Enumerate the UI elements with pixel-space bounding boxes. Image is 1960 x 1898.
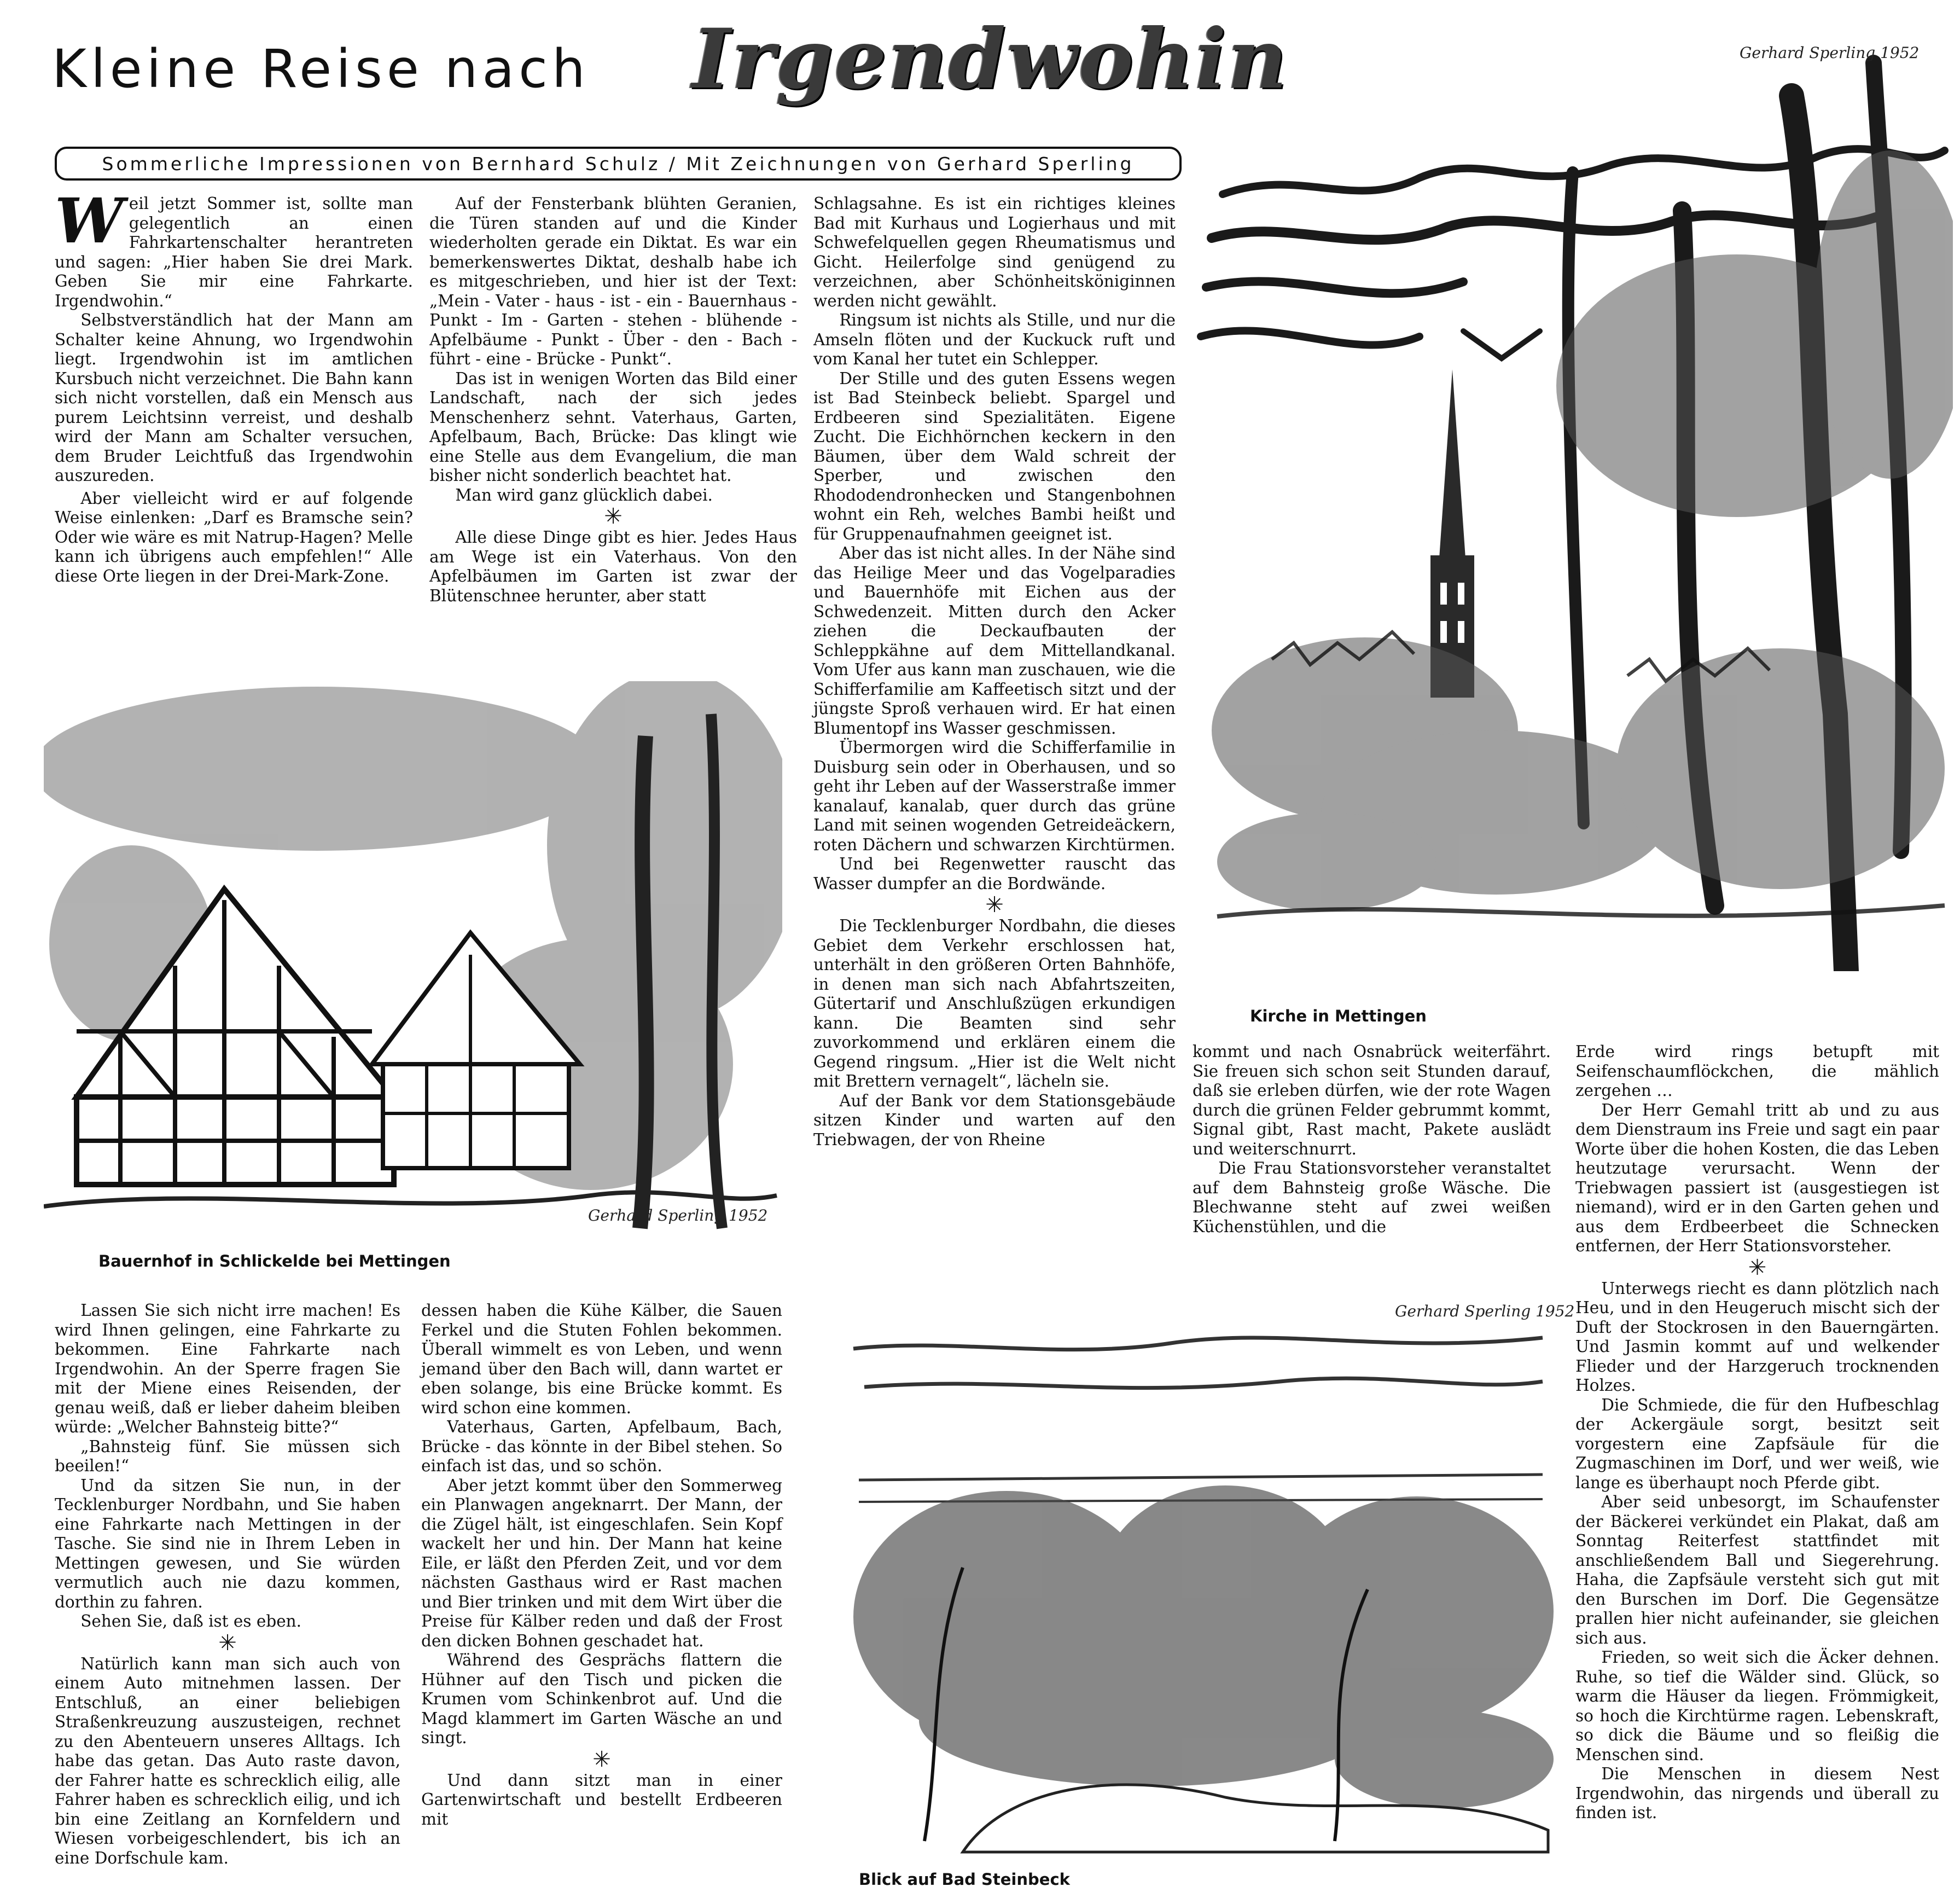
paragraph: „Bahnsteig fünf. Sie müssen sich beeilen!“ [55,1437,400,1475]
paragraph: kommt und nach Osnabrück weiterfährt. Sie freuen sich schon seit Stunden darauf, daß sie erleben dürfen, wie der rote Wagen durch die grünen Felder gebrummt kommt, Signal gibt, Rast macht, Pakete auslädt und weiterschnurrt. [1193,1042,1551,1158]
paragraph: Sehen Sie, daß ist es eben. [80,1612,302,1630]
paragraph: Auf der Bank vor dem Stationsgebäude sitzen Kinder und warten auf den Triebwagen, der von Rheine [813,1091,1176,1149]
paragraph: eil jetzt Sommer ist, sollte man gelegentlich an einen Fahrkartenschalter herantreten und sagen: „Hier haben Sie drei Mark. Geben Sie mir eine Fahrkarte. Irgendwohin.“ [55,194,413,310]
paragraph: Während des Gesprächs flattern die Hühner auf den Tisch und picken die Krumen vom Schinkenbrot auf. Und die Magd klammert im Garten Wäsche an und singt. [421,1651,782,1747]
paragraph: Das ist in wenigen Worten das Bild einer Landschaft, nach der sich jedes Menschenherz sehnt. Vaterhaus, Garten, Apfelbaum, Bach, Brücke: Das klingt wie eine Stelle aus dem Evangelium, die man bisher nicht sonderlich beachtet hat. [429,369,797,485]
paragraph: Vaterhaus, Garten, Apfelbaum, Bach, Brücke - das könnte in der Bibel stehen. So einfach ist das, und so schön. [421,1418,782,1475]
farmhouse-illustration [44,681,782,1234]
headline-part2: Irgendwohin [692,11,1288,107]
column-6 [55,1301,400,1868]
paragraph: Schlagsahne. Es ist ein richtiges kleines Bad mit Kurhaus und Logierhaus und mit Schwefelquellen gegen Rheumatismus und Gicht. Heilerfolge sind genügend zu verzeichnen, aber Schönheitsköniginnen werden nicht gewählt. [813,194,1176,310]
section-star: ✳ [985,892,1004,918]
paragraph: Die Tecklenburger Nordbahn, die dieses Gebiet dem Verkehr erschlossen hat, unterhält in den größeren Orten Bahnhöfe, in denen man sich nach Abfahrtszeiten, Gütertarif und Anschlußzügen erkundigen kann. Die Beamten sind sehr zuvorkommend und erklären einem die Gegend ringsum. „Hier ist die Welt nicht mit Brettern vernagelt“, lächeln sie. [813,916,1176,1090]
section-star: ✳ [1748,1255,1767,1280]
subtitle-box [55,147,1182,181]
signature-steinbeck: Gerhard Sperling 1952 [1395,1302,1575,1320]
paragraph: dessen haben die Kühe Kälber, die Sauen Ferkel und die Stuten Fohlen bekommen. Überall wimmelt es von Leben, und wenn jemand über den Bach will, dann wartet er eben solange, bis eine Brücke kommt. Es wird schon eine kommen. [421,1301,782,1417]
drop-cap: W [55,185,124,257]
paragraph: Aber jetzt kommt über den Sommerweg ein Planwagen angeknarrt. Der Mann, der die Zügel hält, ist eingeschlafen. Sein Kopf wackelt her und hin. Der Mann hat keine Eile, er läßt den Pferden Zeit, und vor dem nächsten Gasthaus wird er Rast machen und Bier trinken und mit dem Wirt über die Preise für Kälber reden und daß der Frost den dicken Bohnen geschadet hat. [421,1476,782,1650]
paragraph: Selbstverständlich hat der Mann am Schalter keine Ahnung, wo Irgendwohin liegt. Irgendwohin ist im amtlichen Kursbuch nicht verzeichnet. Die Bahn kann sich nicht vorstellen, daß ein Mensch aus purem Leichtsinn verreist, und deshalb wird der Mann am Schalter versuchen, dem Bruder Leichtfuß das Irgendwohin auszureden. [55,311,413,485]
paragraph: Der Stille und des guten Essens wegen ist Bad Steinbeck beliebt. Spargel und Erdbeeren sind Spezialitäten. Eigene Zucht. Die Eichhörnchen keckern in den Bäumen, über dem Wald schreit der Sperber, und zwischen den Rhododendronhecken und Stangenbohnen wohnt ein Reh, welches Bambi heißt und für Gruppenaufnahmen geeignet ist. [813,369,1176,543]
church-illustration [1190,30,1953,971]
paragraph: Aber vielleicht wird er auf folgende Weise einlenken: „Darf es Bramsche sein? Oder wie wäre es mit Natrup-Hagen? Melle kann ich übrigens auch empfehlen!“ Alle diese Orte liegen in der Drei-Mark-Zone. [55,489,413,585]
paragraph: Lassen Sie sich nicht irre machen! Es wird Ihnen gelingen, eine Fahrkarte zu bekommen. Eine Fahrkarte nach Irgendwohin. An der Sperre fragen Sie mit der Miene eines Reisenden, der genau weiß, daß er lieber daheim bleiben würde: „Welcher Bahnsteig bitte?“ [55,1301,400,1436]
headline-part1: Kleine Reise nach [52,38,590,100]
paragraph: Frieden, so weit sich die Äcker dehnen. Ruhe, so tief die Wälder sind. Glück, so warm die Häuser da liegen. Frömmigkeit, so hoch die Kirchtürme ragen. Lebenskraft, so dick die Bäume und so fleißig die Menschen sind. [1575,1648,1939,1764]
paragraph: Man wird ganz glücklich dabei. [455,485,713,504]
paragraph: Erde wird rings betupft mit Seifenschaumflöckchen, die mählich zergehen … [1575,1042,1939,1100]
column-4 [1193,1042,1551,1237]
paragraph: Die Frau Stationsvorsteher veranstaltet auf dem Bahnsteig große Wäsche. Die Blechwanne steht auf zwei weißen Küchenstühlen, und die [1193,1159,1551,1236]
paragraph: Und dann sitzt man in einer Gartenwirtschaft und bestellt Erdbeeren mit [421,1771,782,1829]
paragraph: Übermorgen wird die Schifferfamilie in Duisburg sein oder in Oberhausen, und so geht ihr Leben auf der Wasserstraße immer kanalauf, kanalab, quer durch das grüne Land mit seinen wogenden Getreideäckern, roten Dächern und schwarzen Kirchtürmen. [813,738,1176,854]
section-star: ✳ [592,1746,611,1772]
paragraph: Unterwegs riecht es dann plötzlich nach Heu, und in den Heugeruch mischt sich der Duft der Stockrosen in den Bauerngärten. Und Jasmin kommt auf und welkender Flieder und der Harzgeruch trocknenden Holzes. [1575,1279,1939,1395]
column-5 [1575,1042,1939,1823]
paragraph: Aber seid unbesorgt, im Schaufenster der Bäckerei verkündet ein Plakat, daß am Sonntag Reiterfest stattfindet mit anschließendem Ball und Siegerehrung. Haha, die Zapfsäule versteht sich gut mit den Burschen im Dorf. Die Gegensätze prallen hier nicht aufeinander, sie gleichen sich aus. [1575,1493,1939,1647]
section-star: ✳ [218,1630,237,1656]
paragraph: Der Herr Gemahl tritt ab und zu aus dem Dienstraum ins Freie und sagt ein paar Worte über die hohen Kosten, die das Leben heutzutage verursacht. Wenn der Triebwagen passiert ist (ausgestiegen ist niemand), wird er in den Garten gehen und aus dem Erdbeerbeet die Schnecken entfernen, der Herr Stationsvorsteher. [1575,1100,1939,1255]
section-star: ✳ [604,504,623,529]
column-1 [55,185,413,586]
paragraph: Alle diese Dinge gibt es hier. Jedes Haus am Wege ist ein Vaterhaus. Von den Apfelbäumen im Garten ist zwar der Blütenschnee herunter, aber statt [429,528,797,605]
column-3 [813,194,1176,1150]
column-2 [429,194,797,606]
caption-kirche: Kirche in Mettingen [1250,1007,1427,1025]
caption-bauernhof: Bauernhof in Schlickelde bei Mettingen [98,1252,451,1270]
paragraph: Die Schmiede, die für den Hufbeschlag der Ackergäule sorgt, besitzt seit vorgestern eine Zapfsäule für die Zugmaschinen im Dorf, und wer weiß, wie lange es überhaupt noch Pferde gibt. [1575,1395,1939,1492]
signature-kirche: Gerhard Sperling 1952 [1740,44,1920,62]
paragraph: Und bei Regenwetter rauscht das Wasser dumpfer an die Bordwände. [813,855,1176,893]
signature-bauernhof: Gerhard Sperling 1952 [588,1206,768,1224]
paragraph: Ringsum ist nichts als Stille, und nur die Amseln flöten und der Kuckuck ruft und vom Kanal her tutet ein Schlepper. [813,311,1176,368]
column-7 [421,1301,782,1829]
paragraph: Auf der Fensterbank blühten Geranien, die Türen standen auf und die Kinder wiederholten gerade ein Diktat. Es war ein bemerkenswertes Diktat, deshalb habe ich es mitgeschrieben, und hier ist der Text: „Mein - Vater - haus - ist - ein - Bauernhaus - Punkt - Im - Garten - stehen - blühende - Apfelbäume - Punkt - Über - den - Bach - führt - eine - Brücke - Punkt“. [429,194,797,368]
paragraph: Die Menschen in diesem Nest Irgendwohin, das nirgends und überall zu finden ist. [1575,1764,1939,1822]
paragraph: Natürlich kann man sich auch von einem Auto mitnehmen lassen. Der Entschluß, an einer beliebigen Straßenkreuzung auszusteigen, rechnet zu den Abenteuern unseres Alltags. Ich habe das getan. Das Auto raste davon, der Fahrer hatte es schrecklich eilig, alle Fahrer haben es schrecklich eilig, und ich bin eine Zeitlang an Kornfeldern und Wiesen vorbeigeschlendert, bis ich an eine Dorfschule kam. [55,1654,400,1867]
subtitle: Sommerliche Impressionen von Bernhard Schulz / Mit Zeichnungen von Gerhard Sperling [102,153,1135,175]
paragraph: Aber das ist nicht alles. In der Nähe sind das Heilige Meer und das Vogelparadies und Bauernhöfe mit Eichen aus der Schwedenzeit. Mitten durch den Acker ziehen die Deckaufbauten der Schleppkähne auf dem Mittellandkanal. Vom Ufer aus kann man zuschauen, wie die Schifferfamilie am Kaffeetisch sitzt und der jüngste Sproß verhauen wird. Er hat einen Blumentopf ins Wasser geschmissen. [813,544,1176,738]
steinbeck-illustration [842,1305,1554,1858]
paragraph: Und da sitzen Sie nun, in der Tecklenburger Nordbahn, und Sie haben eine Fahrkarte nach Mettingen in der Tasche. Sie sind nie in Ihrem Leben in Mettingen gewesen, und Sie würden vermutlich auch nie dazu kommen, dorthin zu fahren. [55,1476,400,1611]
caption-steinbeck: Blick auf Bad Steinbeck [859,1870,1070,1889]
